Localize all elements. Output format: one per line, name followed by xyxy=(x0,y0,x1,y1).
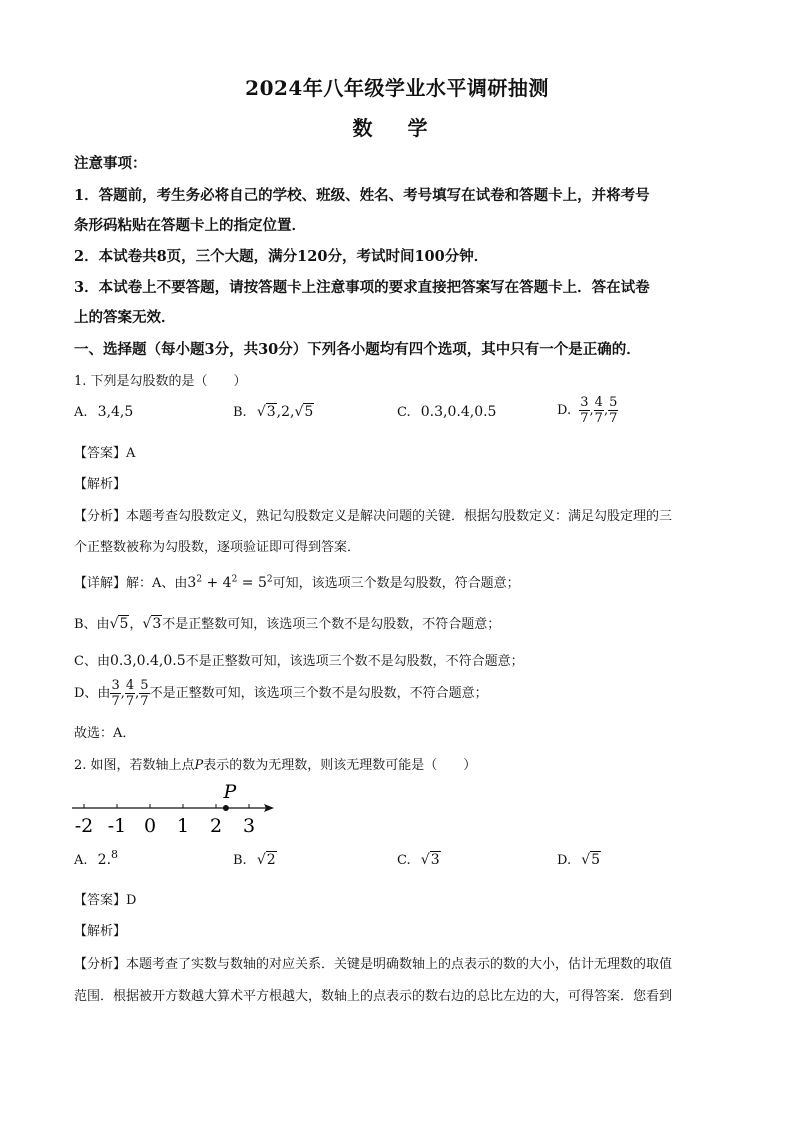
q1-option-d-frac-2: $\frac{4}{7}$ xyxy=(594,395,603,426)
q1-fenxi-line-1: 【分析】本题考查勾股数定义，熟记勾股数定义是解决问题的关键．根据勾股数定义：满足勾股定理的三 xyxy=(74,509,673,524)
q2-stem: 2. 如图，若数轴上点P表示的数为无理数，则该无理数可能是（ ） xyxy=(74,758,477,773)
note-2: 2．本试卷共8页，三个大题，满分120分，考试时间100分钟． xyxy=(74,248,489,265)
number-line-tick-label-4: 2 xyxy=(209,815,223,837)
subject-title: 数 学 xyxy=(352,116,442,140)
number-line-tick-label-1: -1 xyxy=(107,815,127,837)
note-1-line-1: 1．答题前，考生务必将自己的学校、班级、姓名、考号填写在试卷和答题卡上，并将考号 xyxy=(74,187,650,204)
q2-option-a: A. 2.$^8$ xyxy=(74,848,119,868)
q1-detail-d: D、由 $\frac{3}{7}$ , $\frac{4}{7}$ , $\frac{5}{7}$ 不是正整数可知，该选项三个数不是勾股数，不符合题意； xyxy=(74,678,488,709)
q1-conclusion: 故选：A． xyxy=(74,726,136,741)
q1-option-c xyxy=(397,404,496,420)
q1-answer-value: A xyxy=(126,446,136,461)
q1-option-b-root-2: 5 xyxy=(304,404,314,420)
q2-option-d: D. √5 xyxy=(557,852,601,868)
number-line-tick-label-3: 1 xyxy=(176,815,190,837)
q1-option-c-label: C. xyxy=(397,405,411,420)
q1-detail-c: C、由0.3,0.4,0.5不是正整数可知，该选项三个数不是勾股数，不符合题意； xyxy=(74,653,524,669)
q1-option-d: D. $\frac{3}{7}$ , $\frac{4}{7}$ , $\frac{5}{7}$ xyxy=(557,395,618,426)
q1-analysis-tag: 【解析】 xyxy=(74,477,127,492)
number-line-tick-label-2: 0 xyxy=(143,815,157,837)
q1-option-b-root-1: 3 xyxy=(266,404,276,420)
q2-answer: 【答案】D xyxy=(74,893,137,908)
q1-option-c-value: 0.3,0.4,0.5 xyxy=(420,404,497,420)
q1-option-d-label: D. xyxy=(557,403,572,418)
point-p-dot xyxy=(223,805,229,811)
number-line-figure xyxy=(70,776,290,840)
number-line-tick-label-5: 3 xyxy=(242,815,256,837)
q2-fenxi-line-1: 【分析】本题考查了实数与数轴的对应关系．关键是明确数轴上的点表示的数的大小，估计无理数的取值 xyxy=(74,957,673,972)
q1-answer-tag: 【答案】 xyxy=(74,446,127,461)
section-1-heading: 一、选择题（每小题3分，共30分）下列各小题均有四个选项，其中只有一个是正确的． xyxy=(74,341,641,358)
q2-option-c: C. √3 xyxy=(397,852,440,868)
q1-detail-b: B、由√5，√3不是正整数可知，该选项三个数不是勾股数，不符合题意； xyxy=(74,616,501,632)
q1-option-d-frac-1: $\frac{3}{7}$ xyxy=(580,395,589,426)
q1-detail-equation: $3^2 + 4^2 = 5^2$ xyxy=(187,574,273,591)
q1-option-d-frac-3: $\frac{5}{7}$ xyxy=(609,395,618,426)
note-3-line-1: 3．本试卷上不要答题，请按答题卡上注意事项的要求直接把答案写在答题卡上．答在试卷 xyxy=(74,279,650,296)
q1-fenxi-line-2: 个正整数被称为勾股数，逐项验证即可得到答案． xyxy=(74,540,361,555)
q1-answer xyxy=(74,442,135,461)
q2-fenxi-line-2: 范围．根据被开方数越大算术平方根越大，数轴上的点表示的数右边的总比左边的大，可得答案．您看到 xyxy=(74,989,673,1004)
q1-option-b-mid: ,2, xyxy=(276,404,295,420)
number-line-tick-label-0: -2 xyxy=(74,815,94,837)
q2-analysis-tag: 【解析】 xyxy=(74,924,127,939)
q1-option-b: B. √3,2,√5 xyxy=(233,404,314,420)
exam-title: 2024年八年级学业水平调研抽测 xyxy=(245,76,549,100)
note-1-line-2: 条形码粘贴在答题卡上的指定位置． xyxy=(74,217,306,234)
notes-heading: 注意事项： xyxy=(74,155,147,172)
q2-option-b: B. √2 xyxy=(233,852,276,868)
q1-option-a-label: A. xyxy=(74,405,88,420)
note-3-line-2: 上的答案无效． xyxy=(74,309,176,326)
q1-stem: 1. 下列是勾股数的是（ ） xyxy=(74,374,247,389)
q1-detail-a: 【详解】解：A、由$3^2 + 4^2 = 5^2$可知，该选项三个数是勾股数，符合题意； xyxy=(74,574,520,591)
point-p-label: P xyxy=(223,781,237,803)
q1-option-b-label: B. xyxy=(233,405,247,420)
q1-option-a-value: 3,4,5 xyxy=(97,404,134,420)
q1-option-a xyxy=(74,404,133,420)
